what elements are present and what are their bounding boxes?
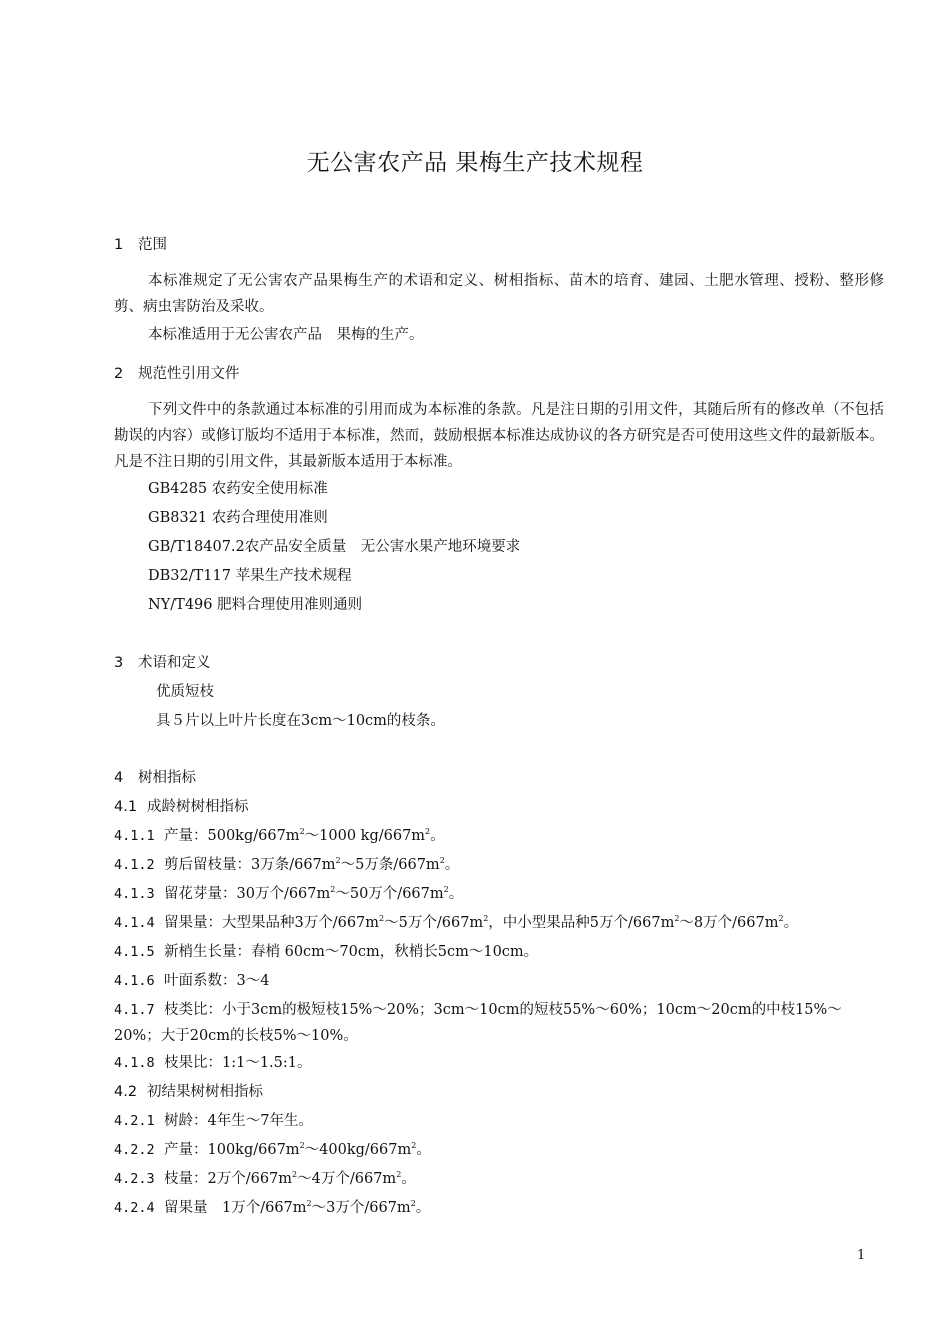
clause-text: 产量：100kg/667m	[164, 1142, 300, 1158]
clause-text: 。	[448, 886, 464, 902]
section-number: 3	[114, 655, 124, 671]
clause-4-1-5	[114, 939, 884, 965]
superscript: 2	[483, 914, 489, 924]
clause-text: ～1000 kg/667m	[304, 828, 426, 844]
clause-4-1-1	[114, 823, 884, 849]
clause-text: 。	[415, 1200, 431, 1216]
document-title: 无公害农产品 果梅生产技术规程	[306, 150, 644, 176]
clause-number: 4.1.6	[114, 973, 155, 989]
clause-4-2-3	[114, 1166, 884, 1192]
subsection-title: 成龄树树相指标	[147, 799, 249, 815]
clause-text: ，中小型果品种5万个/667m	[488, 915, 675, 931]
clause-4-2-4	[114, 1195, 884, 1221]
clause-4-2-1	[114, 1108, 884, 1134]
section-2-heading	[114, 364, 240, 384]
clause-text: 产量：500kg/667m	[164, 828, 300, 844]
clause-number: 4.2.3	[114, 1171, 155, 1187]
clause-text: 。	[783, 915, 799, 931]
superscript: 2	[299, 1141, 305, 1151]
subsection-number: 4.2	[114, 1084, 138, 1100]
section-4-heading	[114, 768, 196, 788]
clause-number: 4.1.2	[114, 857, 155, 873]
superscript: 2	[335, 856, 341, 866]
subsection-4-1-heading	[114, 797, 249, 817]
clause-text: ～50万个/667m	[335, 886, 444, 902]
reference-item: GB4285 农药安全使用标准	[148, 481, 328, 497]
clause-number: 4.1.4	[114, 915, 155, 931]
subsection-number: 4.1	[114, 799, 138, 815]
clause-4-1-2	[114, 852, 884, 878]
section-3-heading	[114, 653, 211, 673]
term-definition: 具５片以上叶片长度在3cm～10cm的枝条。	[156, 713, 445, 729]
clause-4-1-8	[114, 1050, 884, 1076]
clause-text: 。	[416, 1142, 431, 1158]
section-title: 树相指标	[138, 770, 196, 786]
clause-text: 。	[401, 1171, 416, 1187]
clause-text: ～8万个/667m	[679, 915, 779, 931]
term-name: 优质短枝	[156, 684, 214, 700]
subsection-4-2-heading	[114, 1082, 263, 1102]
superscript: 2	[674, 914, 680, 924]
superscript: 2	[299, 827, 305, 837]
clause-number: 4.2.4	[114, 1200, 155, 1216]
clause-text: 留花芽量：30万个/667m	[164, 886, 331, 902]
clause-number: 4.1.7	[114, 1002, 155, 1018]
reference-item: GB8321 农药合理使用准则	[148, 510, 328, 526]
clause-number: 4.2.2	[114, 1142, 155, 1158]
clause-text: ～400kg/667m	[304, 1142, 412, 1158]
superscript: 2	[411, 1141, 417, 1151]
clause-number: 4.2.1	[114, 1113, 155, 1129]
clause-text: 新梢生长量：春梢 60cm～70cm，秋梢长5cm～10cm。	[164, 944, 539, 960]
clause-text: 。	[430, 828, 445, 844]
section-1-heading	[114, 235, 167, 255]
section-title: 术语和定义	[138, 655, 211, 671]
superscript: 2	[425, 827, 431, 837]
page-number: 1	[857, 1248, 866, 1263]
clause-text: 留果量 1万个/667m	[164, 1200, 307, 1216]
superscript: 2	[443, 885, 449, 895]
clause-text: 留果量：大型果品种3万个/667m	[164, 915, 380, 931]
clause-number: 4.1.8	[114, 1055, 155, 1071]
references-paragraph: 下列文件中的条款通过本标准的引用而成为本标准的条款。凡是注日期的引用文件，其随后所有的修改单（不包括勘误的内容）或修订版均不适用于本标准，然而，鼓励根据本标准达成协议的各方研究是否可使用这些文件的最新版本。凡是不注日期的引用文件，其最新版本适用于本标准。	[114, 402, 884, 470]
superscript: 2	[292, 1170, 298, 1180]
clause-4-2-2	[114, 1137, 884, 1163]
superscript: 2	[379, 914, 385, 924]
clause-number: 4.1.5	[114, 944, 155, 960]
clause-text: ～4万个/667m	[297, 1171, 397, 1187]
reference-item: NY/T496 肥料合理使用准则通则	[148, 597, 363, 613]
clause-text: ～3万个/667m	[311, 1200, 411, 1216]
scope-paragraph-2: 本标准适用于无公害农产品 果梅的生产。	[148, 327, 424, 343]
clause-4-1-4	[114, 910, 884, 936]
superscript: 2	[306, 1199, 312, 1209]
clause-text: 枝果比：1:1～1.5:1。	[164, 1055, 312, 1071]
clause-text: 枝类比：小于3cm的极短枝15%～20%；3cm～10cm的短枝55%～60%；10cm～20cm的中枝15%～20%；大于20cm的长枝5%～10%。	[114, 1002, 842, 1044]
section-number: 4	[114, 770, 124, 786]
clause-text: ～5万条/667m	[340, 857, 440, 873]
clause-text: 枝量：2万个/667m	[164, 1171, 293, 1187]
clause-4-1-6	[114, 968, 884, 994]
section-title: 范围	[138, 237, 167, 253]
superscript: 2	[410, 1199, 416, 1209]
section-number: 2	[114, 366, 124, 382]
superscript: 2	[396, 1170, 402, 1180]
superscript: 2	[330, 885, 336, 895]
reference-item: DB32/T117 苹果生产技术规程	[148, 568, 352, 584]
subsection-title: 初结果树树相指标	[147, 1084, 263, 1100]
clause-4-1-3	[114, 881, 884, 907]
clause-text: 。	[444, 857, 460, 873]
section-title: 规范性引用文件	[138, 366, 240, 382]
superscript: 2	[778, 914, 784, 924]
clause-text: 树龄：4年生～7年生。	[164, 1113, 313, 1129]
clause-text: ～5万个/667m	[384, 915, 484, 931]
clause-number: 4.1.1	[114, 828, 155, 844]
clause-number: 4.1.3	[114, 886, 155, 902]
reference-item: GB/T18407.2农产品安全质量 无公害水果产地环境要求	[148, 539, 521, 555]
clause-text: 剪后留枝量：3万条/667m	[164, 857, 336, 873]
section-number: 1	[114, 237, 124, 253]
clause-text: 叶面系数：3～4	[164, 973, 270, 989]
superscript: 2	[439, 856, 445, 866]
clause-4-1-7	[114, 997, 884, 1049]
scope-paragraph-1: 本标准规定了无公害农产品果梅生产的术语和定义、树相指标、苗木的培育、建园、土肥水管理、授粉、整形修剪、病虫害防治及采收。	[114, 273, 884, 315]
